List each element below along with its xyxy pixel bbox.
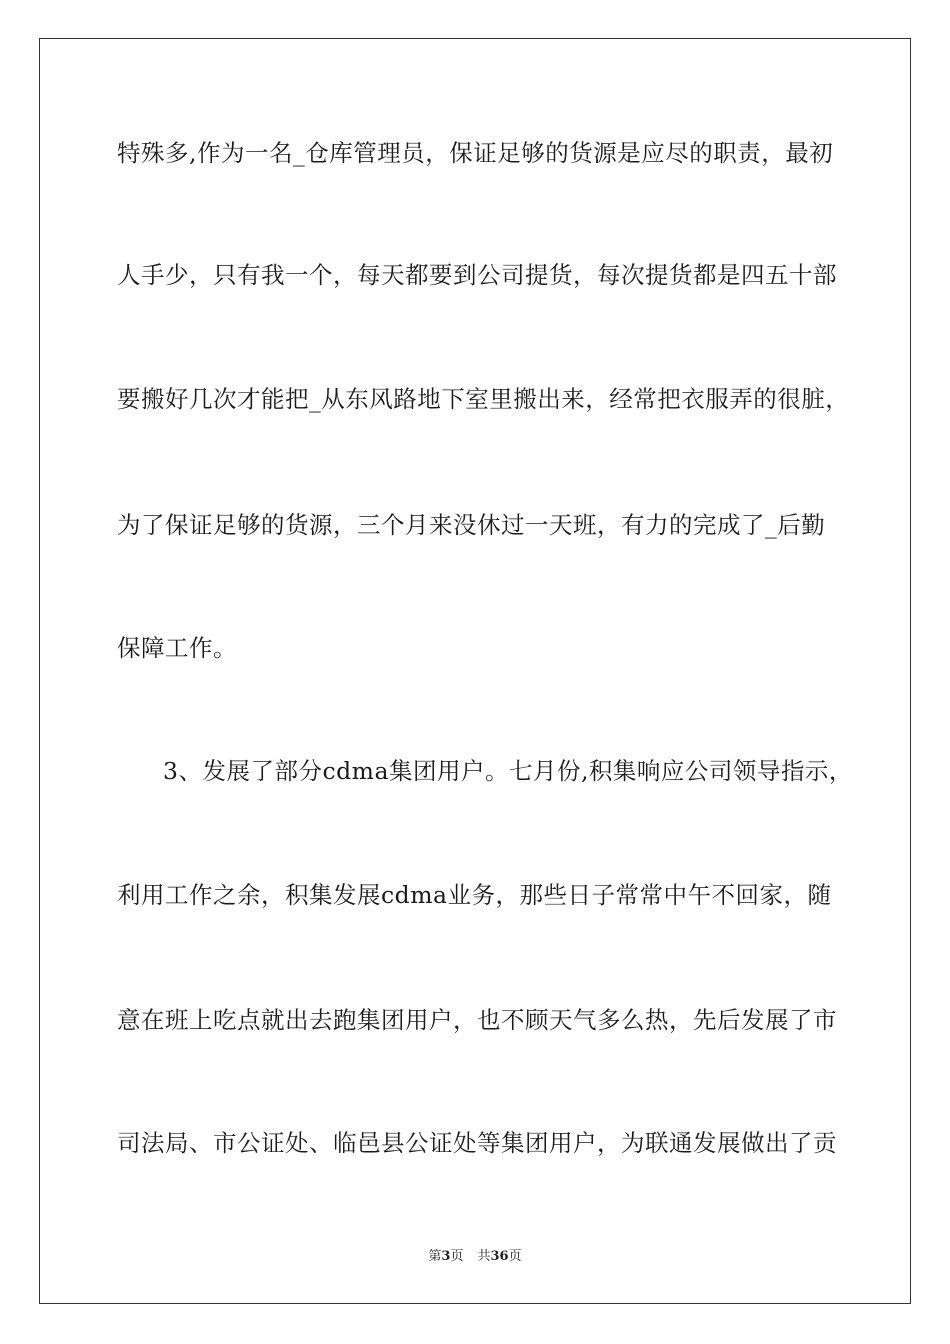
page-footer [0,1248,950,1266]
body-line-9: 司法局、市公证处、临邑县公证处等集团用户，为联通发展做出了贡 [117,1129,837,1157]
footer-page-suffix: 页 [450,1249,464,1264]
footer-total-prefix: 共 [477,1249,491,1264]
footer-page-prefix: 第 [428,1249,442,1264]
body-line-7: 利用工作之余，积集发展cdma业务，那些日子常常中午不回家，随 [117,881,832,909]
footer-total-pages: 36 [490,1249,509,1264]
body-line-4: 为了保证足够的货源，三个月来没休过一天班，有力的完成了_后勤 [117,511,826,539]
footer-total-suffix: 页 [508,1249,522,1264]
page-border [39,38,911,1304]
body-line-8: 意在班上吃点就出去跑集团用户，也不顾天气多么热，先后发展了市 [117,1006,837,1034]
body-line-3: 要搬好几次才能把_从东风路地下室里搬出来，经常把衣服弄的很脏， [117,385,850,413]
body-line-6-paragraph-start: 3、发展了部分cdma集团用户。七月份,积集响应公司领导指示， [163,757,853,785]
body-line-1: 特殊多,作为一名_仓库管理员，保证足够的货源是应尽的职责，最初 [117,139,834,167]
body-line-5: 保障工作。 [117,634,237,662]
footer-page-number: 3 [441,1249,451,1264]
body-line-2: 人手少，只有我一个，每天都要到公司提货，每次提货都是四五十部 [117,261,837,289]
